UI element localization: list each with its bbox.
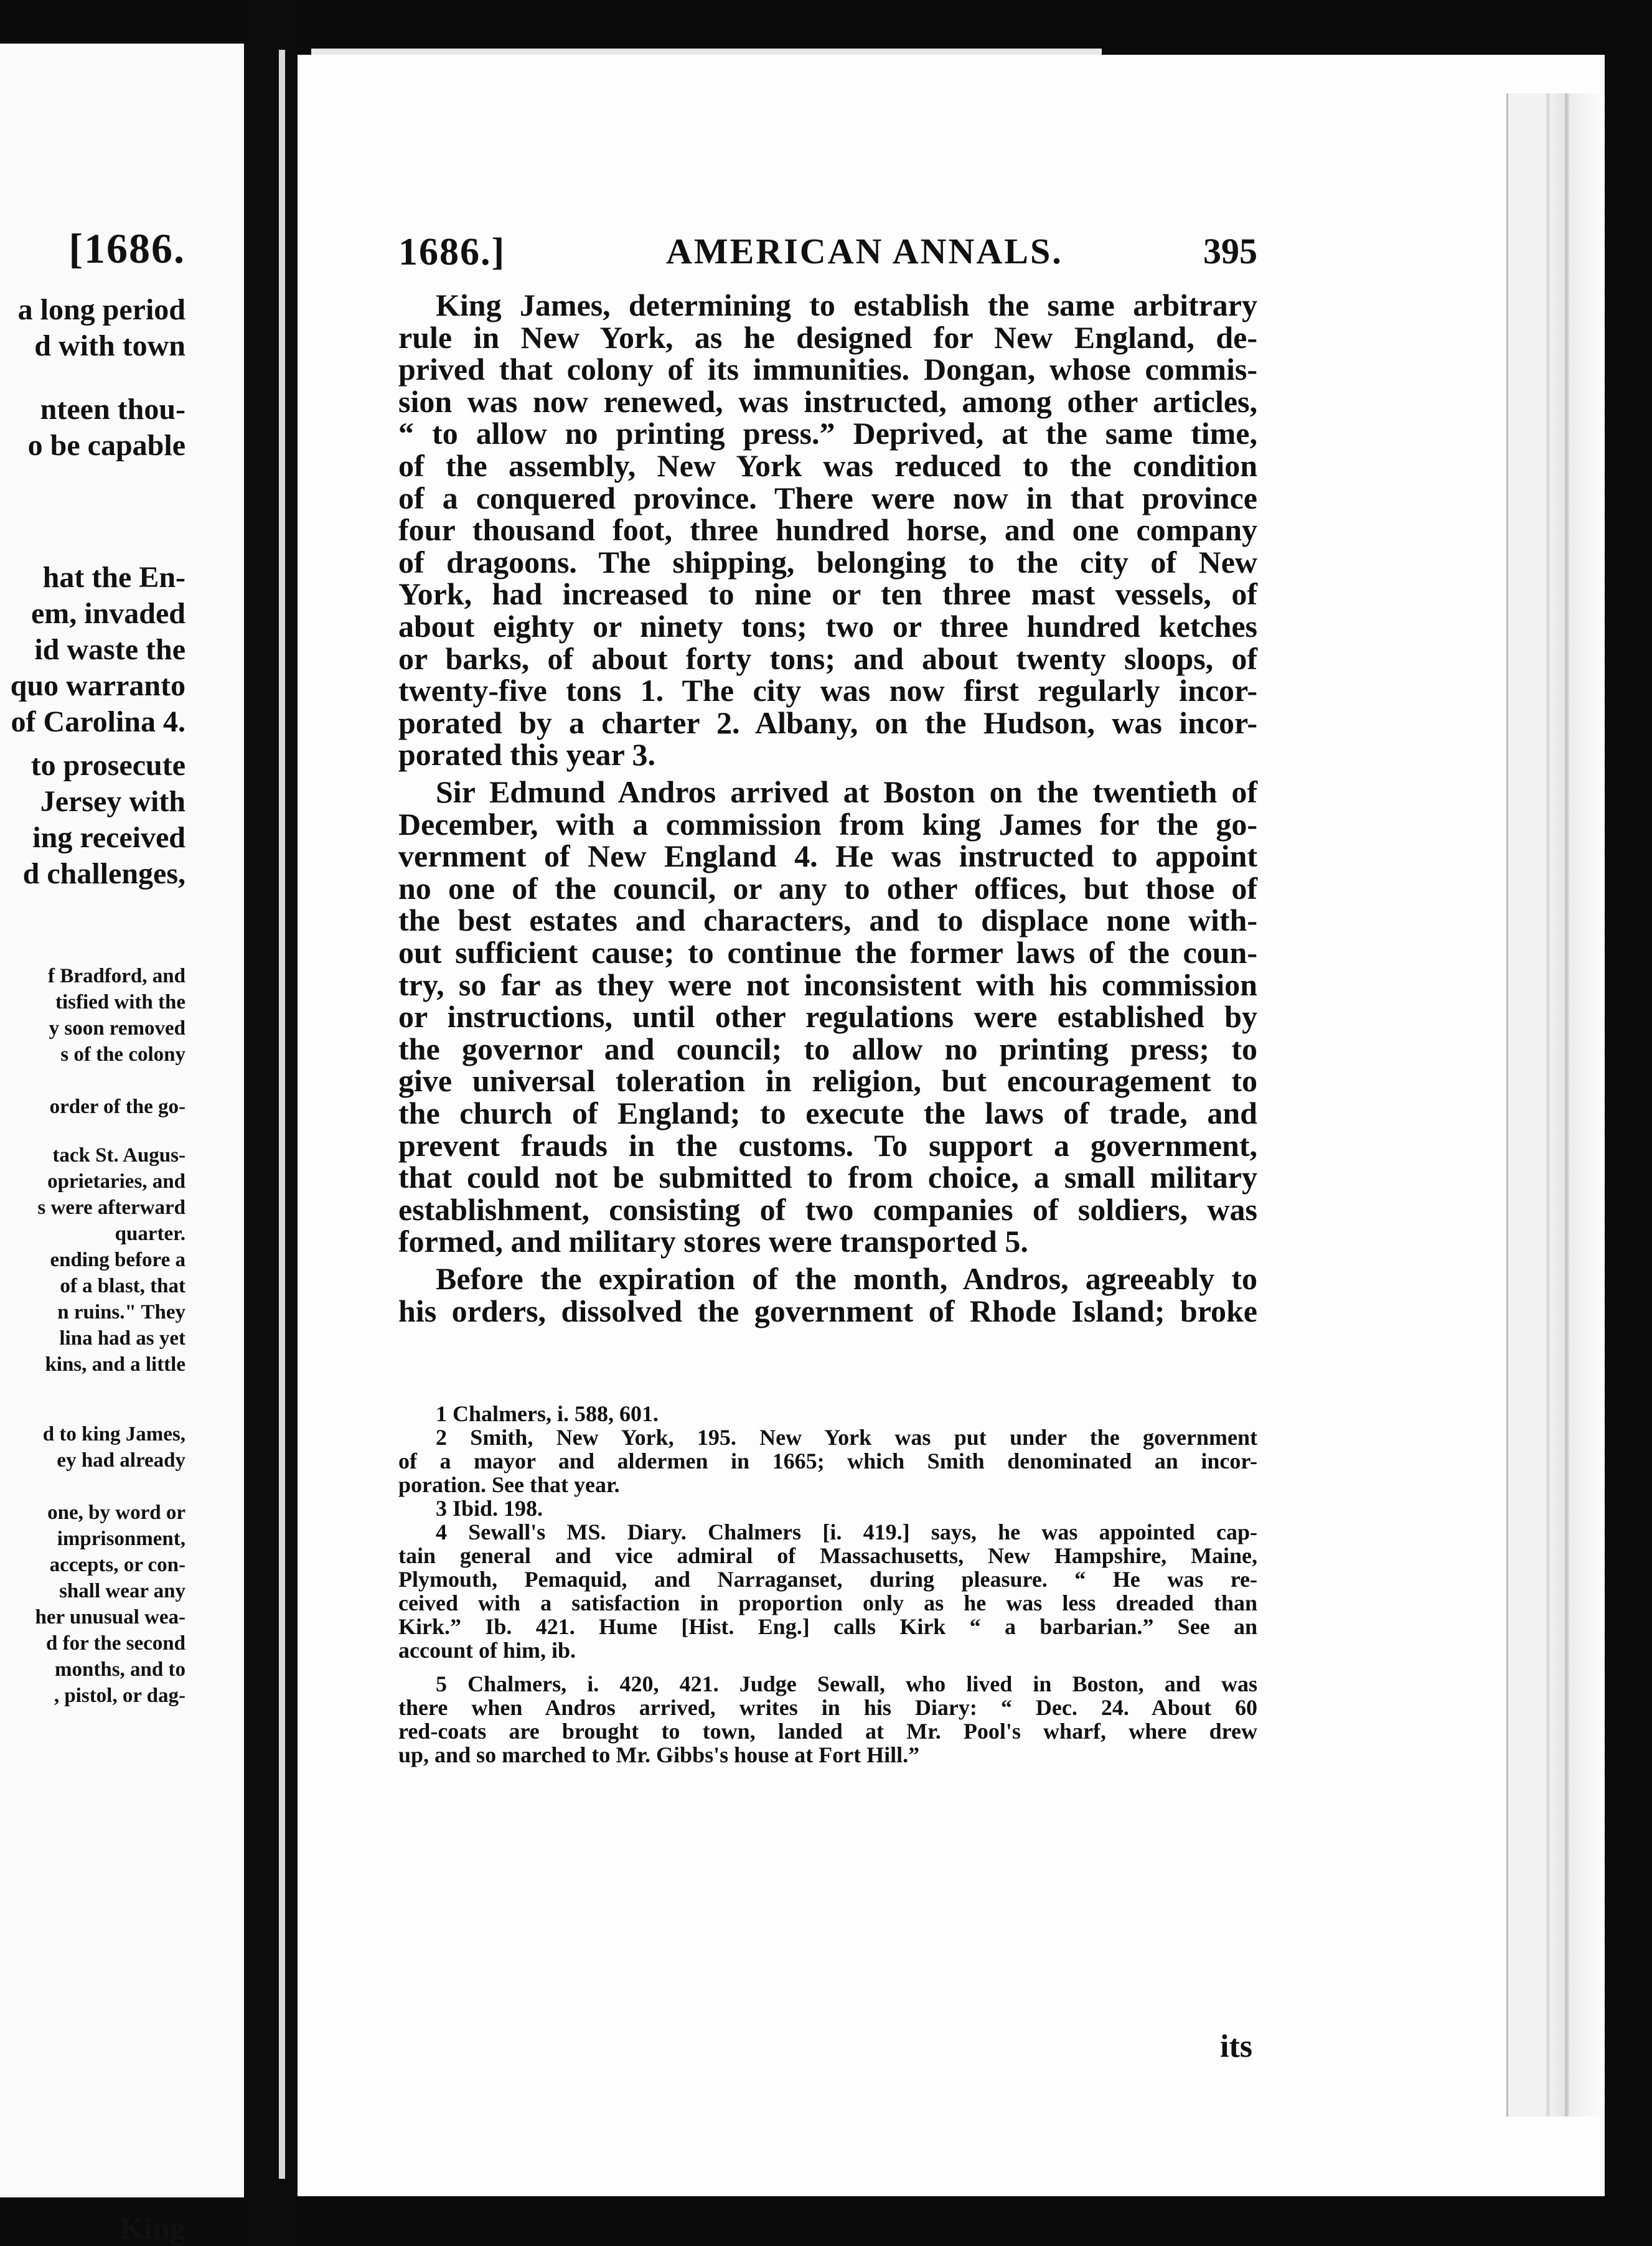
facing-page-note-line: ending before a	[50, 1249, 185, 1271]
facing-page-line: Jersey with	[40, 785, 185, 818]
facing-page-note-line: n ruins." They	[57, 1301, 185, 1323]
body-line: prevent frauds in the customs. To support a government,	[398, 1127, 1257, 1163]
body-line: try, so far as they were not inconsistent with his commission	[398, 967, 1257, 1002]
facing-page-note-line: ey had already	[57, 1449, 185, 1472]
facing-page-note-line: d to king James,	[42, 1423, 185, 1445]
book-gutter	[244, 0, 296, 2246]
facing-page-note-line: lina had as yet	[59, 1327, 185, 1350]
facing-page-note-line: f Bradford, and	[48, 965, 185, 987]
body-line: out sufficient cause; to continue the former laws of the coun-	[398, 935, 1257, 970]
footnote-line: ceived with a satisfaction in proportion only as he was less dreaded than	[398, 1591, 1257, 1615]
facing-page-note-line: s were afterward	[37, 1196, 185, 1219]
facing-page-note-line: of a blast, that	[60, 1275, 185, 1297]
footnote-line: up, and so marched to Mr. Gibbs's house at Fort Hill.”	[398, 1742, 920, 1767]
facing-page-note-line: quarter.	[115, 1223, 185, 1245]
facing-page-line: em, invaded	[31, 597, 185, 630]
catchword: its	[1220, 2029, 1252, 2064]
facing-page-note-line: tisfied with the	[55, 991, 185, 1013]
facing-page-line: d challenges,	[22, 857, 185, 890]
body-line: King James, determining to establish the same arbitrary	[436, 288, 1257, 322]
body-line: or barks, of about forty tons; and about twenty sloops, of	[398, 641, 1257, 676]
facing-page-line: of Carolina 4.	[11, 705, 185, 738]
facing-page-note-line: her unusual wea-	[35, 1606, 185, 1628]
body-line: no one of the council, or any to other offices, but those of	[398, 870, 1257, 906]
running-head	[398, 230, 1257, 286]
facing-page-line: d with town	[34, 329, 185, 362]
body-line: give universal toleration in religion, but encouragement to	[398, 1063, 1257, 1099]
body-line: sion was now renewed, was instructed, among other articles,	[398, 383, 1257, 419]
page-number: 395	[1203, 231, 1257, 271]
body-line: Before the expiration of the month, Andros, agreeably to	[436, 1261, 1257, 1296]
facing-page-header: [1686.	[68, 225, 185, 272]
facing-page-note-line: s of the colony	[60, 1043, 185, 1066]
body-line: about eighty or ninety tons; two or three hundred ketches	[398, 609, 1257, 644]
facing-page-line: nteen thou-	[40, 393, 185, 426]
footnote-line: 5 Chalmers, i. 420, 421. Judge Sewall, who lived in Boston, and was	[436, 1671, 1257, 1696]
footnote-line: account of him, ib.	[398, 1638, 576, 1663]
facing-page-note-line: y soon removed	[49, 1017, 185, 1040]
running-head-title: AMERICAN ANNALS.	[666, 231, 1063, 271]
facing-page-line: a long period	[17, 293, 185, 326]
body-line: the governor and council; to allow no printing press; to	[398, 1031, 1257, 1066]
facing-page-note-line: one, by word or	[47, 1501, 185, 1524]
body-line: porated by a charter 2. Albany, on the Hudson, was incor-	[398, 705, 1257, 740]
body-line: prived that colony of its immunities. Dongan, whose commis-	[398, 352, 1257, 387]
facing-page-line: quo warranto	[10, 669, 185, 702]
body-line: of dragoons. The shipping, belonging to the city of New	[398, 544, 1257, 580]
body-line: vernment of New England 4. He was instructed to appoint	[398, 839, 1257, 874]
body-line: of a conquered province. There were now in that province	[398, 480, 1257, 515]
facing-page-line: to prosecute	[31, 749, 185, 782]
body-line: that could not be submitted to from choice, a small military	[398, 1160, 1257, 1195]
facing-page-note-line: accepts, or con-	[49, 1554, 185, 1576]
facing-page-note-line: kins, and a little	[45, 1353, 185, 1376]
body-line: the best estates and characters, and to displace none with-	[398, 903, 1257, 938]
facing-page-note-line: d for the second	[46, 1632, 185, 1655]
body-line: establishment, consisting of two companies of soldiers, was	[398, 1191, 1257, 1227]
body-line: “ to allow no printing press.” Deprived, at the same time,	[398, 416, 1257, 451]
footnote-line: 2 Smith, New York, 195. New York was put under the government	[436, 1425, 1257, 1450]
body-line: of the assembly, New York was reduced to the condition	[398, 448, 1257, 483]
body-line: formed, and military stores were transported 5.	[398, 1224, 1028, 1259]
facing-page-note-line: months, and to	[55, 1658, 185, 1681]
footnote-line: Plymouth, Pemaquid, and Narraganset, during pleasure. “ He was re-	[398, 1567, 1257, 1592]
footnote-line: red-coats are brought to town, landed at Mr. Pool's wharf, where drew	[398, 1719, 1257, 1744]
facing-page-note-line: , pistol, or dag-	[54, 1685, 185, 1707]
facing-page-line: id waste the	[34, 633, 185, 666]
page-edge	[279, 50, 285, 2179]
facing-page-note-line: imprisonment,	[57, 1528, 185, 1550]
footnote-line: tain general and vice admiral of Massachusetts, New Hampshire, Maine,	[398, 1543, 1257, 1568]
body-line: four thousand foot, three hundred horse, and one company	[398, 512, 1257, 548]
body-line: York, had increased to nine or ten three mast vessels, of	[398, 576, 1257, 612]
body-line: his orders, dissolved the government of Rhode Island; broke	[398, 1293, 1257, 1328]
running-head-year: 1686.]	[398, 231, 506, 273]
footnote-line: 4 Sewall's MS. Diary. Chalmers [i. 419.] says, he was appointed cap-	[436, 1520, 1257, 1544]
facing-page-note-line: tack St. Augus-	[52, 1144, 185, 1167]
facing-page-note-line: oprietaries, and	[47, 1170, 185, 1193]
facing-page-line: ing received	[32, 821, 185, 854]
footnote-line: poration. See that year.	[398, 1472, 620, 1497]
body-line: December, with a commission from king James for the go-	[398, 806, 1257, 842]
body-line: or instructions, until other regulations were established by	[398, 999, 1257, 1035]
body-line: Sir Edmund Andros arrived at Boston on the twentieth of	[436, 774, 1257, 809]
facing-page-note-line: order of the go-	[49, 1096, 185, 1118]
facing-page-line: hat the En-	[42, 561, 185, 594]
footnote-line: 1 Chalmers, i. 588, 601.	[436, 1401, 659, 1426]
facing-page-fragment	[0, 44, 244, 2245]
stacked-page-edges	[1506, 93, 1602, 2117]
body-line: the church of England; to execute the laws of trade, and	[398, 1096, 1257, 1130]
footnote-line: 3 Ibid. 198.	[436, 1496, 543, 1521]
footnote-line: of a mayor and aldermen in 1665; which Smith denominated an incor-	[398, 1449, 1257, 1473]
facing-page-note-line: shall wear any	[59, 1580, 185, 1602]
facing-page-line: o be capable	[27, 429, 185, 462]
body-line: rule in New York, as he designed for New England, de-	[398, 319, 1257, 355]
footnote-line: Kirk.” Ib. 421. Hume [Hist. Eng.] calls Kirk “ a barbarian.” See an	[398, 1614, 1257, 1639]
facing-page-catchword: King	[120, 2211, 185, 2245]
body-line: porated this year 3.	[398, 737, 655, 773]
footnote-line: there when Andros arrived, writes in his Diary: “ Dec. 24. About 60	[398, 1695, 1257, 1720]
body-line: twenty-five tons 1. The city was now first regularly incor-	[398, 673, 1257, 708]
